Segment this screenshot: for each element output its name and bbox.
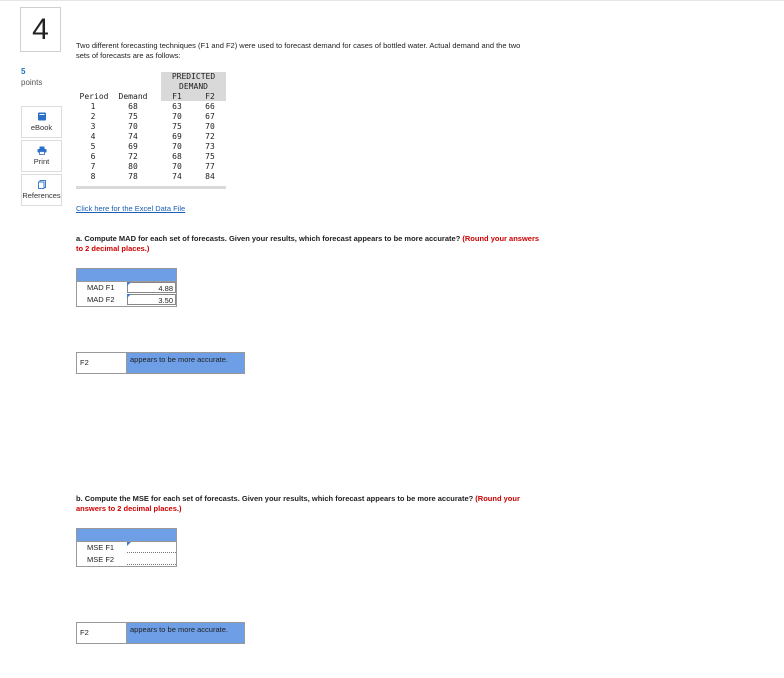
part-b-forecast-select[interactable]: F2 — [76, 622, 127, 644]
predicted-header-line1: PREDICTED — [171, 72, 216, 81]
table-cell: 72 — [205, 132, 215, 141]
column-header: Period — [79, 92, 109, 101]
part-b-conclusion-text: appears to be more accurate. — [127, 622, 245, 644]
mse-f1-input[interactable] — [127, 542, 176, 553]
table-cell: 70 — [128, 122, 138, 131]
table-cell: 75 — [205, 152, 215, 161]
points-value: 5 — [21, 67, 26, 76]
table-cell: 74 — [128, 132, 138, 141]
table-cell: 72 — [128, 152, 138, 161]
table-cell: 75 — [128, 112, 138, 121]
column-header: F1 — [172, 92, 182, 101]
table-cell: 68 — [128, 102, 138, 111]
print-label: Print — [33, 157, 50, 166]
mse-f2-row — [77, 554, 176, 566]
table-cell: 84 — [205, 172, 215, 181]
table-cell: 78 — [128, 172, 138, 181]
mse-f2-input[interactable] — [127, 554, 176, 565]
table-cell: 2 — [90, 112, 96, 121]
part-b-question — [76, 494, 546, 514]
table-cell: 1 — [90, 102, 96, 111]
part-b-question-text: b. Compute the MSE for each set of forecasts. Given your results, which forecast appears to be more accurate? — [76, 494, 474, 503]
table-cell: 77 — [205, 162, 215, 171]
table-cell: 7 — [90, 162, 96, 171]
mad-answer-table — [76, 268, 177, 307]
table-cell: 67 — [205, 112, 215, 121]
part-a-conclusion — [76, 352, 245, 374]
question-number: 4 — [20, 7, 61, 52]
mad-f1-label: MAD F1 — [87, 283, 115, 292]
print-button[interactable] — [21, 140, 62, 172]
edited-marker-icon — [127, 294, 131, 298]
table-cell: 70 — [172, 142, 182, 151]
table-bottom-bar — [76, 186, 226, 189]
table-cell: 66 — [205, 102, 215, 111]
table-cell: 63 — [172, 102, 182, 111]
ebook-button[interactable] — [21, 106, 62, 138]
mse-f1-row — [77, 542, 176, 554]
mad-f1-input[interactable]: 4.88 — [127, 282, 176, 293]
table-cell: 70 — [172, 112, 182, 121]
edited-marker-icon — [127, 542, 131, 546]
column-header: Demand — [118, 92, 148, 101]
mad-f2-row — [77, 294, 176, 306]
table-cell: 4 — [90, 132, 96, 141]
table-cell: 8 — [90, 172, 96, 181]
table-cell: 69 — [172, 132, 182, 141]
references-icon — [37, 180, 47, 189]
part-a-question-text: a. Compute MAD for each set of forecasts. Given your results, which forecast appears to be more accurate? — [76, 234, 461, 243]
column-header: F2 — [205, 92, 215, 101]
problem-intro: Two different forecasting techniques (F1 and F2) were used to forecast demand for cases of bottled water. Actual demand and the two sets of forecasts are as follows: — [76, 41, 521, 60]
table-cell: 74 — [172, 172, 182, 181]
points-label: points — [21, 78, 43, 87]
table-cell: 75 — [172, 122, 182, 131]
top-divider — [0, 0, 784, 1]
table-cell: 70 — [205, 122, 215, 131]
excel-data-link[interactable]: Click here for the Excel Data File — [76, 204, 186, 213]
print-icon — [37, 146, 47, 155]
mse-answer-table — [76, 528, 177, 567]
table-cell: 68 — [172, 152, 182, 161]
part-b-conclusion — [76, 622, 245, 644]
table-cell: 6 — [90, 152, 96, 161]
part-a-round-note: (Round your answers to 2 decimal places.) — [76, 234, 540, 253]
references-button[interactable] — [21, 174, 62, 206]
mad-f2-label: MAD F2 — [87, 295, 115, 304]
table-cell: 5 — [90, 142, 96, 151]
mse-table-header — [77, 529, 176, 542]
part-b-round-note: (Round your answers to 2 decimal places.) — [76, 494, 520, 513]
table-cell: 73 — [205, 142, 215, 151]
part-a-conclusion-text: appears to be more accurate. — [127, 352, 245, 374]
mad-f2-input[interactable]: 3.50 — [127, 294, 176, 305]
mad-f1-row — [77, 282, 176, 294]
table-cell: 70 — [172, 162, 182, 171]
table-cell: 3 — [90, 122, 96, 131]
part-a-question — [76, 234, 546, 254]
table-cell: 80 — [128, 162, 138, 171]
mad-table-header — [77, 269, 176, 282]
part-a-forecast-select[interactable]: F2 — [76, 352, 127, 374]
ebook-icon — [37, 112, 47, 121]
mse-f2-label: MSE F2 — [87, 555, 115, 564]
table-cell: 69 — [128, 142, 138, 151]
predicted-header-line2: DEMAND — [179, 82, 208, 91]
references-label: References — [22, 191, 61, 200]
mse-f1-label: MSE F1 — [87, 543, 115, 552]
edited-marker-icon — [127, 282, 131, 286]
ebook-label: eBook — [30, 123, 53, 132]
